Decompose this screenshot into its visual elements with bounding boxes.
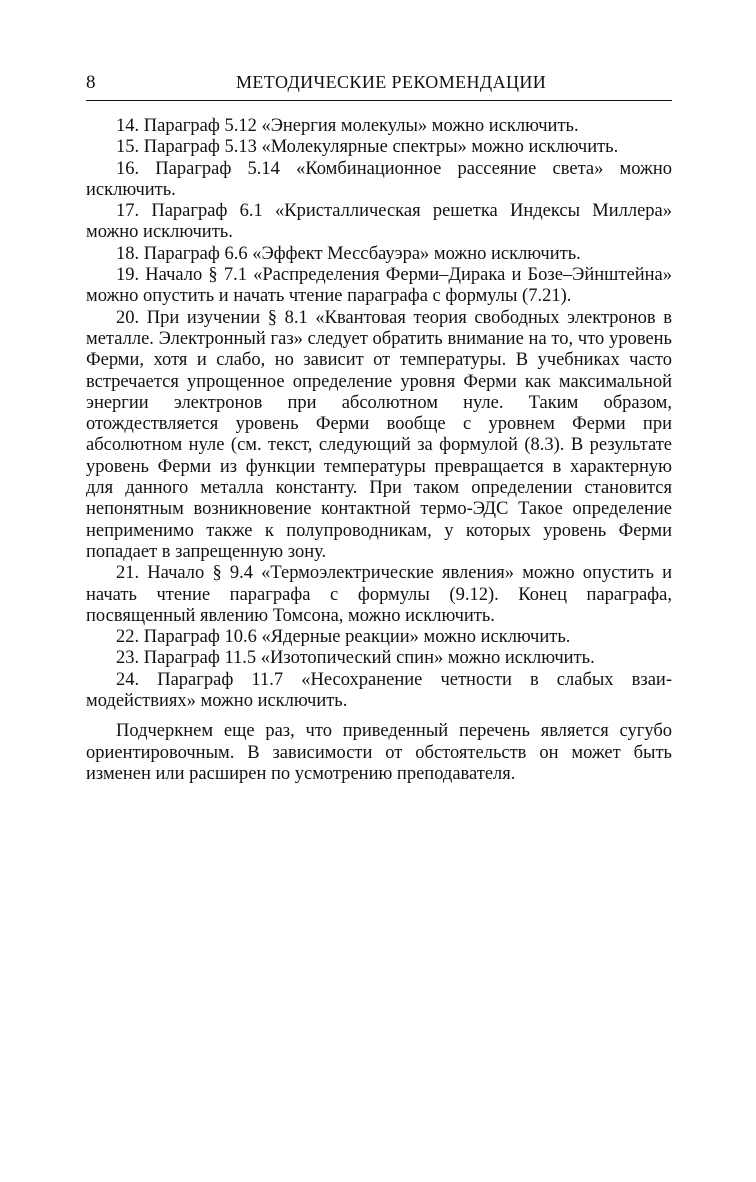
item-18: 18. Параграф 6.6 «Эффект Мессбауэра» можно исключить. bbox=[116, 243, 581, 264]
item-16: 16. Параграф 5.14 «Комбинационное рассеяние света» можно исключить. bbox=[86, 158, 672, 200]
closing-paragraph: Подчеркнем еще раз, что приведенный перечень является сугубо ориентировочным. В зависимости от обстоятельств он может быть изменен или расширен по усмотрению преподавателя. bbox=[86, 721, 672, 784]
item-24: 24. Параграф 11.7 «Несохранение четности в слабых взаимодействиях» можно исключить. bbox=[86, 669, 672, 712]
item-22: 22. Параграф 10.6 «Ядерные реакции» можно исключить. bbox=[116, 627, 571, 648]
body-text bbox=[86, 116, 672, 785]
item-19: 19. Начало § 7.1 «Распределения Ферми–Дирака и Бозе–Эйнштейна» можно опустить и начать чтение параграфа с формулы (7.21). bbox=[86, 265, 672, 307]
running-head: МЕТОДИЧЕСКИЕ РЕКОМЕНДАЦИИ bbox=[236, 72, 547, 92]
item-20: 20. При изучении § 8.1 «Квантовая теория свободных электронов в металле. Электронный газ» следует обратить внимание на то, что уровень Ферми, хотя и слабо, но зависит от температуры. В учебниках часто встречается упрощенное определение уровня Ферми как максимальной энергии электронов при абсолютном нуле. Таким образом, отождествляется уровень Ферми вообще с уровнем Ферми при абсолютном нуле (см. текст, следующий за формулой (8.3). В результате уровень Ферми из функции температуры превращается в характерную для данного металла константу. При таком определении становится непонятным возникновение контактной термо-ЭДС Такое определение неприменимо также к полупроводникам, у которых уровень Ферми попадает в запрещенную зону. bbox=[86, 307, 672, 562]
header-rule bbox=[86, 100, 672, 101]
item-14: 14. Параграф 5.12 «Энергия молекулы» можно исключить. bbox=[116, 116, 579, 136]
item-21: 21. Начало § 9.4 «Термоэлектрические явления» можно опустить и начать чтение параграфа с формулы (9.12). Конец параграфа, посвященный явлению Томсона, можно исключить. bbox=[86, 563, 672, 626]
item-17: 17. Параграф 6.1 «Кристаллическая решетка Индексы Миллера» можно исключить. bbox=[86, 201, 672, 243]
item-23: 23. Параграф 11.5 «Изотопический спин» можно исключить. bbox=[116, 648, 595, 669]
item-15: 15. Параграф 5.13 «Молекулярные спектры» можно исключить. bbox=[116, 137, 619, 158]
page-number: 8 bbox=[86, 72, 96, 93]
page-header bbox=[86, 70, 672, 98]
